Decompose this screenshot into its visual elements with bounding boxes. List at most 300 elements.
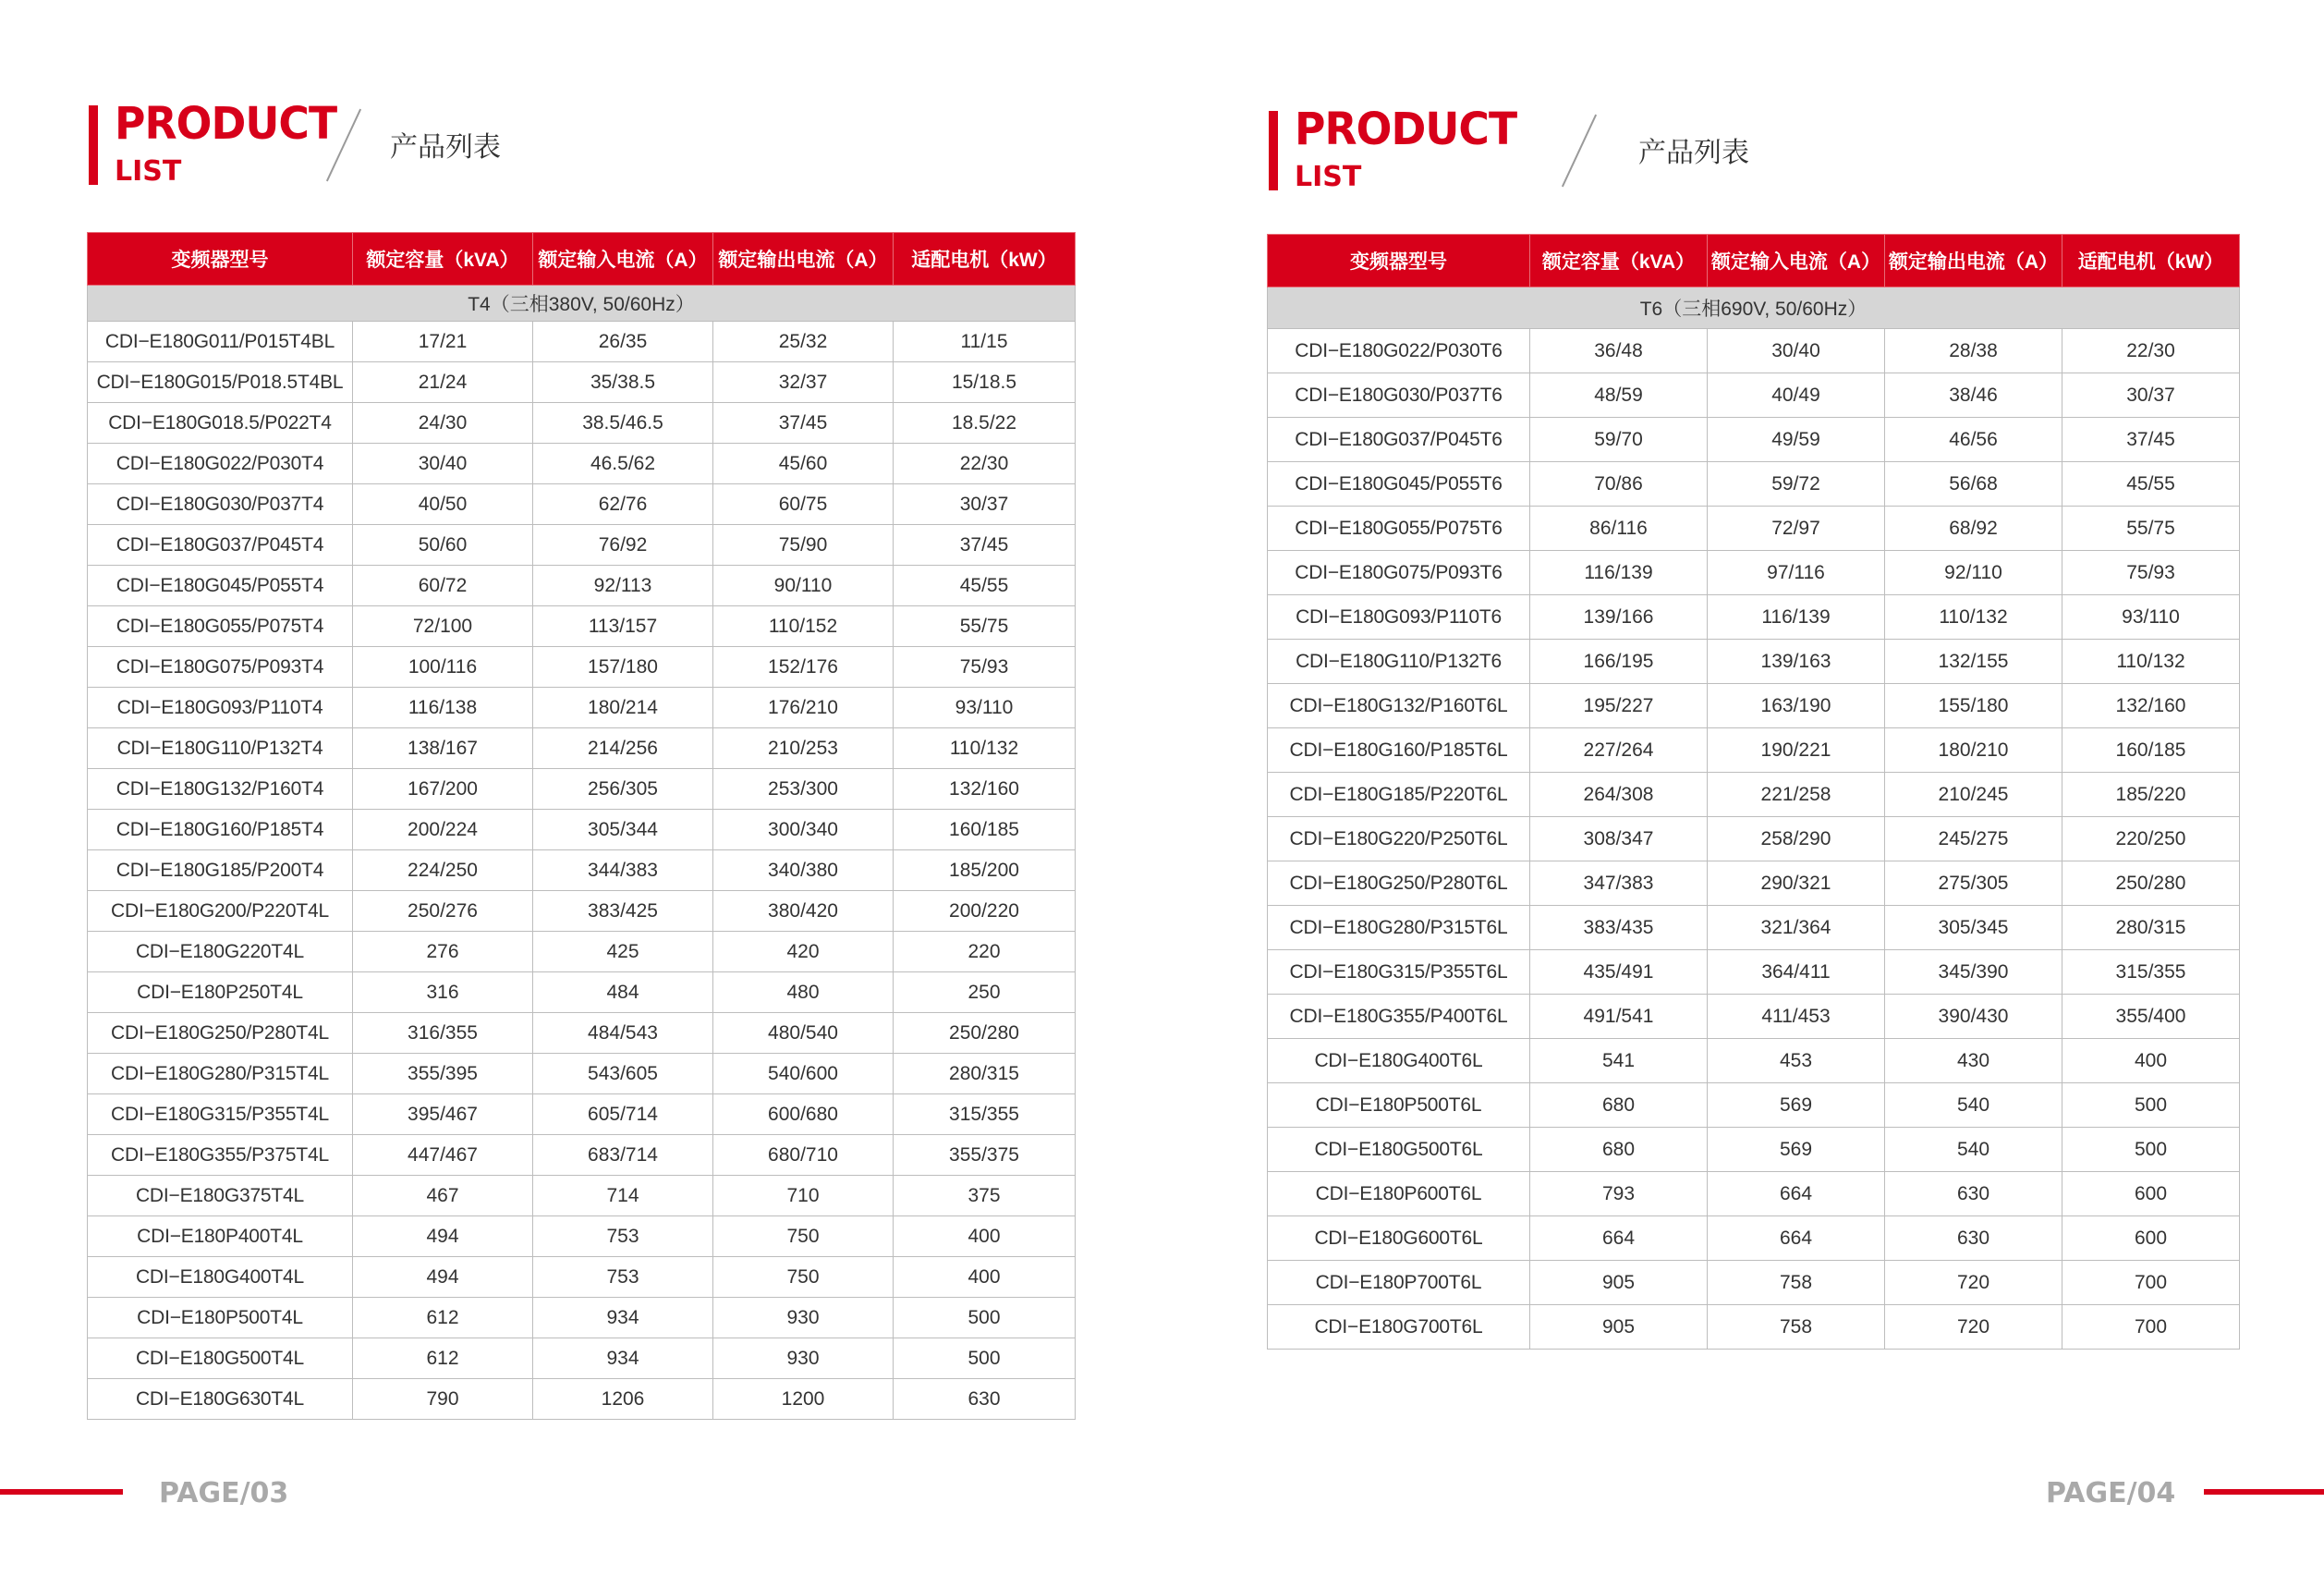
value-cell: 38.5/46.5 [533,403,713,444]
table-row [88,403,1076,444]
table-row [88,484,1076,525]
value-cell: 200/220 [894,891,1076,932]
value-cell: 35/38.5 [533,362,713,403]
value-cell: 45/55 [894,566,1076,606]
page-number: PAGE/03 [159,1477,289,1509]
model-cell: CDI−E180G110/P132T6 [1268,640,1530,684]
table-row [88,850,1076,891]
value-cell: 200/224 [353,810,533,850]
table-row [1268,728,2240,773]
value-cell: 290/321 [1708,861,1885,906]
value-cell: 180/210 [1885,728,2062,773]
value-cell: 316 [353,972,533,1013]
table-row [88,1013,1076,1054]
value-cell: 56/68 [1885,462,2062,507]
value-cell: 37/45 [713,403,894,444]
table-row [1268,373,2240,418]
value-cell: 36/48 [1530,329,1708,373]
value-cell: 300/340 [713,810,894,850]
table-row [1268,551,2240,595]
model-cell: CDI−E180G075/P093T6 [1268,551,1530,595]
table-row [88,444,1076,484]
value-cell: 253/300 [713,769,894,810]
value-cell: 321/364 [1708,906,1885,950]
table-row [88,972,1076,1013]
value-cell: 30/37 [894,484,1076,525]
value-cell: 167/200 [353,769,533,810]
value-cell: 258/290 [1708,817,1885,861]
column-header: 额定输入电流（A） [1708,235,1885,287]
table-row [88,647,1076,688]
table-row [88,728,1076,769]
table-row [1268,507,2240,551]
value-cell: 315/355 [2062,950,2240,995]
value-cell: 90/110 [713,566,894,606]
table-row [88,1338,1076,1379]
value-cell: 383/435 [1530,906,1708,950]
model-cell: CDI−E180G110/P132T4 [88,728,353,769]
value-cell: 930 [713,1298,894,1338]
value-cell: 195/227 [1530,684,1708,728]
model-cell: CDI−E180G250/P280T6L [1268,861,1530,906]
value-cell: 500 [894,1298,1076,1338]
product-table-t6 [1267,234,2240,1350]
value-cell: 92/113 [533,566,713,606]
value-cell: 245/275 [1885,817,2062,861]
value-cell: 276 [353,932,533,972]
table-row [1268,1039,2240,1083]
value-cell: 344/383 [533,850,713,891]
model-cell: CDI−E180G500T6L [1268,1128,1530,1172]
model-cell: CDI−E180G132/P160T4 [88,769,353,810]
value-cell: 347/383 [1530,861,1708,906]
model-cell: CDI−E180G375T4L [88,1176,353,1216]
model-cell: CDI−E180G093/P110T4 [88,688,353,728]
value-cell: 720 [1885,1261,2062,1305]
value-cell: 45/60 [713,444,894,484]
value-cell: 400 [894,1216,1076,1257]
model-cell: CDI−E180G045/P055T4 [88,566,353,606]
value-cell: 110/152 [713,606,894,647]
value-cell: 934 [533,1338,713,1379]
value-cell: 22/30 [2062,329,2240,373]
value-cell: 59/72 [1708,462,1885,507]
value-cell: 569 [1708,1128,1885,1172]
value-cell: 793 [1530,1172,1708,1216]
value-cell: 380/420 [713,891,894,932]
value-cell: 383/425 [533,891,713,932]
value-cell: 435/491 [1530,950,1708,995]
value-cell: 68/92 [1885,507,2062,551]
value-cell: 220/250 [2062,817,2240,861]
value-cell: 680 [1530,1128,1708,1172]
value-cell: 355/375 [894,1135,1076,1176]
value-cell: 45/55 [2062,462,2240,507]
value-cell: 26/35 [533,322,713,362]
table-row [88,1135,1076,1176]
header-divider [1562,115,1597,188]
model-cell: CDI−E180G400T6L [1268,1039,1530,1083]
value-cell: 116/138 [353,688,533,728]
value-cell: 190/221 [1708,728,1885,773]
model-cell: CDI−E180G600T6L [1268,1216,1530,1261]
value-cell: 139/166 [1530,595,1708,640]
value-cell: 110/132 [2062,640,2240,684]
model-cell: CDI−E180G015/P018.5T4BL [88,362,353,403]
value-cell: 152/176 [713,647,894,688]
value-cell: 1200 [713,1379,894,1420]
table-row [1268,950,2240,995]
table-row [88,606,1076,647]
model-cell: CDI−E180G075/P093T4 [88,647,353,688]
accent-bar [1269,111,1278,190]
value-cell: 305/345 [1885,906,2062,950]
table-row [1268,595,2240,640]
table-row [1268,329,2240,373]
value-cell: 930 [713,1338,894,1379]
model-cell: CDI−E180G132/P160T6L [1268,684,1530,728]
model-cell: CDI−E180G280/P315T4L [88,1054,353,1094]
value-cell: 139/163 [1708,640,1885,684]
value-cell: 256/305 [533,769,713,810]
value-cell: 250/280 [894,1013,1076,1054]
table-row [1268,1172,2240,1216]
value-cell: 750 [713,1216,894,1257]
table-body [1268,287,2240,1350]
value-cell: 185/220 [2062,773,2240,817]
value-cell: 491/541 [1530,995,1708,1039]
value-cell: 176/210 [713,688,894,728]
value-cell: 46.5/62 [533,444,713,484]
value-cell: 250 [894,972,1076,1013]
value-cell: 60/75 [713,484,894,525]
page-number: PAGE/04 [2046,1477,2176,1509]
value-cell: 355/395 [353,1054,533,1094]
value-cell: 72/100 [353,606,533,647]
value-cell: 1206 [533,1379,713,1420]
model-cell: CDI−E180G045/P055T6 [1268,462,1530,507]
table-header-row [1268,235,2240,287]
model-cell: CDI−E180G160/P185T4 [88,810,353,850]
model-cell: CDI−E180G400T4L [88,1257,353,1298]
value-cell: 400 [2062,1039,2240,1083]
value-cell: 55/75 [894,606,1076,647]
value-cell: 264/308 [1530,773,1708,817]
value-cell: 467 [353,1176,533,1216]
table-row [1268,1216,2240,1261]
value-cell: 600 [2062,1216,2240,1261]
value-cell: 32/37 [713,362,894,403]
model-cell: CDI−E180G185/P200T4 [88,850,353,891]
table-row [1268,1261,2240,1305]
value-cell: 210/245 [1885,773,2062,817]
value-cell: 612 [353,1298,533,1338]
column-header: 额定输出电流（A） [713,233,894,286]
value-cell: 750 [713,1257,894,1298]
model-cell: CDI−E180G630T4L [88,1379,353,1420]
value-cell: 714 [533,1176,713,1216]
value-cell: 93/110 [2062,595,2240,640]
value-cell: 214/256 [533,728,713,769]
value-cell: 220 [894,932,1076,972]
value-cell: 400 [894,1257,1076,1298]
model-cell: CDI−E180G250/P280T4L [88,1013,353,1054]
value-cell: 395/467 [353,1094,533,1135]
model-cell: CDI−E180G355/P375T4L [88,1135,353,1176]
value-cell: 720 [1885,1305,2062,1350]
value-cell: 630 [894,1379,1076,1420]
value-cell: 411/453 [1708,995,1885,1039]
value-cell: 280/315 [894,1054,1076,1094]
model-cell: CDI−E180G018.5/P022T4 [88,403,353,444]
value-cell: 680 [1530,1083,1708,1128]
table-row [88,1176,1076,1216]
value-cell: 484/543 [533,1013,713,1054]
model-cell: CDI−E180P600T6L [1268,1172,1530,1216]
model-cell: CDI−E180G280/P315T6L [1268,906,1530,950]
model-cell: CDI−E180G500T4L [88,1338,353,1379]
value-cell: 75/93 [2062,551,2240,595]
value-cell: 50/60 [353,525,533,566]
model-cell: CDI−E180G315/P355T6L [1268,950,1530,995]
column-header: 适配电机（kW） [894,233,1076,286]
value-cell: 453 [1708,1039,1885,1083]
page-right [1162,0,2324,1588]
value-cell: 224/250 [353,850,533,891]
value-cell: 630 [1885,1172,2062,1216]
model-cell: CDI−E180G037/P045T6 [1268,418,1530,462]
value-cell: 59/70 [1530,418,1708,462]
table-row [88,566,1076,606]
value-cell: 221/258 [1708,773,1885,817]
value-cell: 280/315 [2062,906,2240,950]
model-cell: CDI−E180G022/P030T6 [1268,329,1530,373]
value-cell: 17/21 [353,322,533,362]
table-row [88,322,1076,362]
value-cell: 132/155 [1885,640,2062,684]
header-title-product: PRODUCT [1295,104,1517,155]
table-row [88,932,1076,972]
column-header: 额定容量（kVA） [1530,235,1708,287]
value-cell: 70/86 [1530,462,1708,507]
model-cell: CDI−E180G220/P250T6L [1268,817,1530,861]
value-cell: 305/344 [533,810,713,850]
value-cell: 100/116 [353,647,533,688]
value-cell: 160/185 [894,810,1076,850]
value-cell: 163/190 [1708,684,1885,728]
value-cell: 138/167 [353,728,533,769]
value-cell: 40/50 [353,484,533,525]
value-cell: 664 [1708,1216,1885,1261]
table-row [88,362,1076,403]
table-row [1268,1083,2240,1128]
value-cell: 600/680 [713,1094,894,1135]
column-header: 额定输出电流（A） [1885,235,2062,287]
value-cell: 484 [533,972,713,1013]
column-header: 额定输入电流（A） [533,233,713,286]
value-cell: 700 [2062,1305,2240,1350]
footer-line [2204,1489,2324,1495]
value-cell: 75/93 [894,647,1076,688]
value-cell: 605/714 [533,1094,713,1135]
value-cell: 934 [533,1298,713,1338]
model-cell: CDI−E180G030/P037T6 [1268,373,1530,418]
model-cell: CDI−E180G220T4L [88,932,353,972]
value-cell: 49/59 [1708,418,1885,462]
value-cell: 180/214 [533,688,713,728]
value-cell: 48/59 [1530,373,1708,418]
value-cell: 132/160 [894,769,1076,810]
table-row [88,769,1076,810]
value-cell: 630 [1885,1216,2062,1261]
table-row [88,1298,1076,1338]
table-row [1268,684,2240,728]
value-cell: 612 [353,1338,533,1379]
value-cell: 540/600 [713,1054,894,1094]
value-cell: 664 [1530,1216,1708,1261]
value-cell: 425 [533,932,713,972]
voltage-group-label: T6（三相690V, 50/60Hz） [1268,287,2240,329]
value-cell: 55/75 [2062,507,2240,551]
model-cell: CDI−E180G037/P045T4 [88,525,353,566]
model-cell: CDI−E180G355/P400T6L [1268,995,1530,1039]
value-cell: 116/139 [1530,551,1708,595]
table-row [1268,1128,2240,1172]
value-cell: 541 [1530,1039,1708,1083]
value-cell: 600 [2062,1172,2240,1216]
value-cell: 494 [353,1257,533,1298]
model-cell: CDI−E180G160/P185T6L [1268,728,1530,773]
model-cell: CDI−E180G030/P037T4 [88,484,353,525]
column-header: 额定容量（kVA） [353,233,533,286]
table-row [1268,640,2240,684]
value-cell: 540 [1885,1083,2062,1128]
value-cell: 500 [2062,1128,2240,1172]
value-cell: 22/30 [894,444,1076,484]
value-cell: 540 [1885,1128,2062,1172]
value-cell: 500 [2062,1083,2240,1128]
value-cell: 364/411 [1708,950,1885,995]
value-cell: 92/110 [1885,551,2062,595]
table-row [88,1257,1076,1298]
value-cell: 110/132 [894,728,1076,769]
table-row [1268,906,2240,950]
value-cell: 86/116 [1530,507,1708,551]
value-cell: 116/139 [1708,595,1885,640]
value-cell: 340/380 [713,850,894,891]
table-row [88,891,1076,932]
value-cell: 97/116 [1708,551,1885,595]
value-cell: 758 [1708,1261,1885,1305]
model-cell: CDI−E180P400T4L [88,1216,353,1257]
value-cell: 160/185 [2062,728,2240,773]
table-row [1268,462,2240,507]
model-cell: CDI−E180G022/P030T4 [88,444,353,484]
model-cell: CDI−E180G185/P220T6L [1268,773,1530,817]
value-cell: 157/180 [533,647,713,688]
header-title-list: LIST [1295,161,1362,193]
value-cell: 905 [1530,1305,1708,1350]
value-cell: 46/56 [1885,418,2062,462]
value-cell: 569 [1708,1083,1885,1128]
value-cell: 683/714 [533,1135,713,1176]
value-cell: 753 [533,1216,713,1257]
value-cell: 345/390 [1885,950,2062,995]
value-cell: 38/46 [1885,373,2062,418]
value-cell: 132/160 [2062,684,2240,728]
table-row [88,1216,1076,1257]
value-cell: 664 [1708,1172,1885,1216]
table-row [88,810,1076,850]
value-cell: 250/280 [2062,861,2240,906]
table-row [88,525,1076,566]
column-header: 变频器型号 [88,233,353,286]
value-cell: 60/72 [353,566,533,606]
model-cell: CDI−E180G011/P015T4BL [88,322,353,362]
model-cell: CDI−E180P250T4L [88,972,353,1013]
value-cell: 430 [1885,1039,2062,1083]
header-subtitle: 产品列表 [390,132,501,163]
model-cell: CDI−E180G315/P355T4L [88,1094,353,1135]
value-cell: 11/15 [894,322,1076,362]
table-header-row [88,233,1076,286]
value-cell: 375 [894,1176,1076,1216]
header-title-product: PRODUCT [115,98,337,150]
table-row [88,688,1076,728]
model-cell: CDI−E180P500T6L [1268,1083,1530,1128]
value-cell: 30/40 [353,444,533,484]
value-cell: 37/45 [2062,418,2240,462]
value-cell: 390/430 [1885,995,2062,1039]
value-cell: 93/110 [894,688,1076,728]
value-cell: 76/92 [533,525,713,566]
value-cell: 62/76 [533,484,713,525]
value-cell: 500 [894,1338,1076,1379]
value-cell: 75/90 [713,525,894,566]
value-cell: 210/253 [713,728,894,769]
value-cell: 753 [533,1257,713,1298]
model-cell: CDI−E180G055/P075T4 [88,606,353,647]
table-body [88,286,1076,1420]
table-row [1268,995,2240,1039]
value-cell: 355/400 [2062,995,2240,1039]
value-cell: 543/605 [533,1054,713,1094]
value-cell: 308/347 [1530,817,1708,861]
value-cell: 28/38 [1885,329,2062,373]
value-cell: 185/200 [894,850,1076,891]
value-cell: 275/305 [1885,861,2062,906]
value-cell: 316/355 [353,1013,533,1054]
value-cell: 758 [1708,1305,1885,1350]
table-row [1268,861,2240,906]
column-header: 变频器型号 [1268,235,1530,287]
table-row [1268,418,2240,462]
table-row [88,1054,1076,1094]
value-cell: 480/540 [713,1013,894,1054]
table-row [1268,1305,2240,1350]
model-cell: CDI−E180G200/P220T4L [88,891,353,932]
table-row [1268,773,2240,817]
model-cell: CDI−E180P500T4L [88,1298,353,1338]
value-cell: 155/180 [1885,684,2062,728]
value-cell: 700 [2062,1261,2240,1305]
value-cell: 790 [353,1379,533,1420]
value-cell: 40/49 [1708,373,1885,418]
value-cell: 30/40 [1708,329,1885,373]
value-cell: 72/97 [1708,507,1885,551]
value-cell: 315/355 [894,1094,1076,1135]
voltage-group-label: T4（三相380V, 50/60Hz） [88,286,1076,322]
